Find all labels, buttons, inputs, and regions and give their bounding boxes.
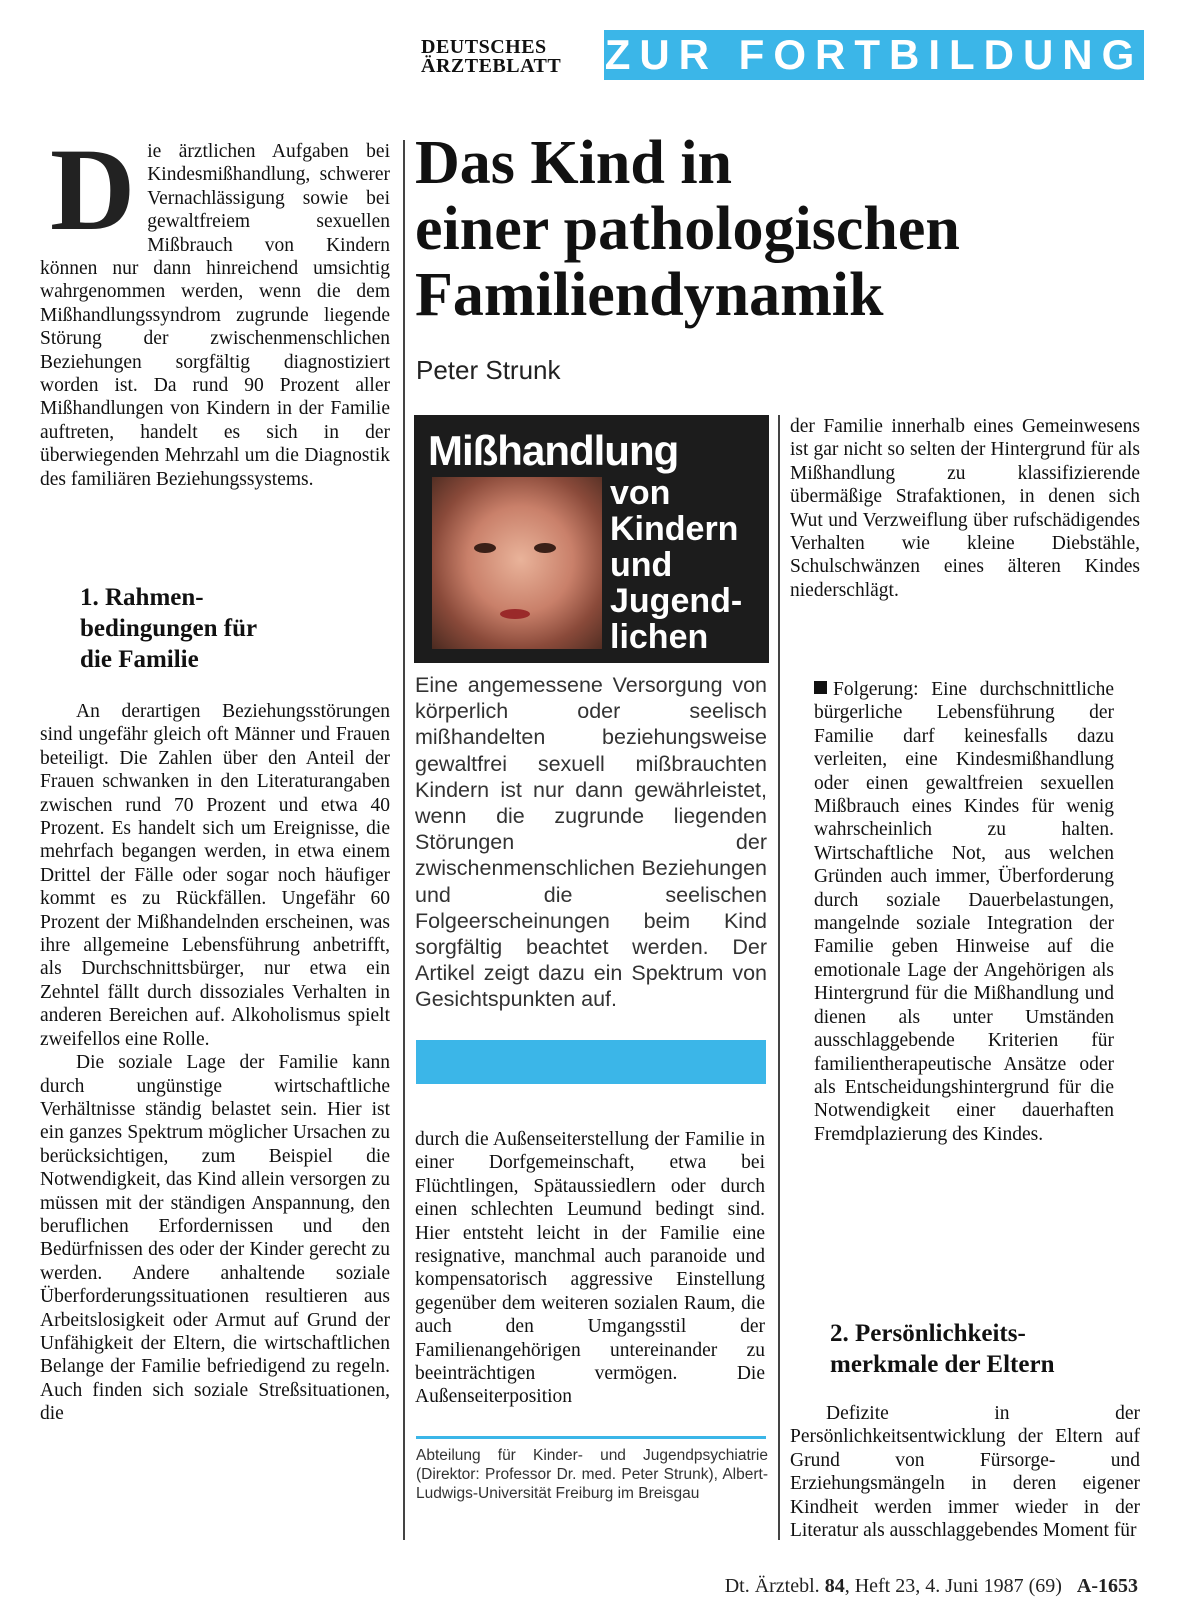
intro-paragraph: ie ärztlichen Aufgaben bei Kindesmißhandlung, schwerer Vernachlässigung sowie bei gewaltfreiem sexuellen Mißbrauch von Kindern können nur dann hinreichend umsichtig wahrgenommen werden, wenn die dem Mißhandlungssyndrom zugrunde liegende Störung der zwischenmenschlichen Beziehungen sorgfältig diagnostiziert worden ist. Da rund 90 Prozent aller Mißhandlungen von Kindern in der Familie auftreten, handelt es sich in der überwiegenden Mehrzahl um die Diagnostik des familiären Beziehungssystems. xyxy=(40,141,390,490)
column-2-paragraph: durch die Außenseiterstellung der Familie in einer Dorfgemeinschaft, etwa bei Flüchtlingen, Spätaussiedlern oder durch einen schlechten Leumund bedingt sind. Hier entsteht leicht in der Familie eine resignative, manchmal auch paranoide und kompensatorisch aggressive Einstellung gegenüber dem weiteren sozialen Raum, die auch den Umgangsstil der Familienangehörigen untereinander zu beeinträchtigen vermögen. Die Außenseiterposition xyxy=(415,1129,765,1408)
conclusion-text: Folgerung: Eine durchschnittliche bürgerliche Lebensführung der Familie darf keinesfalls dazu verleiten, eine Kindesmißhandlung oder einen gewaltfreien sexuellen Mißbrauch eines Kindes für wenig wahrscheinlich zu halten. Wirtschaftliche Not, aus welchen Gründen auch immer, Überforderung durch soziale Dauerbelastungen, mangelnde soziale Integration der Familie geben Hinweise auf die emotionale Lage der Angehörigen als Hintergrund für die Mißhandlung und dienen als unter Umständen ausschlaggebende Kriterien für familientherapeutische Ansätze oder als Entscheidungshintergrund für die Notwendigkeit einer dauerhaften Fremdplazierung des Kindes. xyxy=(814,679,1114,1145)
title-line: Das Kind in xyxy=(415,129,733,197)
section-1-paragraph: An derartigen Beziehungsstörungen sind ungefähr gleich oft Männer und Frauen beteiligt. Die Zahlen über den Anteil der Frauen schwanken in den Literaturangaben zwischen rund 70 Prozent und etwa 40 Prozent. Es handelt sich um Ereignisse, die mehrfach begangen werden, in etwa einem Drittel der Fälle oder sogar noch häufiger kommt es zu Rückfällen. Ungefähr 60 Prozent der Mißhandelnden erscheinen, was ihre allgemeine Lebensführung anbetrifft, als Durchschnittsbürger, nur etwa ein Zehntel fällt durch dissoziales Verhalten in anderen Bereichen auf. Alkoholismus spielt zweifellos eine Rolle. xyxy=(40,701,390,1050)
photo-mouth xyxy=(500,609,530,619)
column-rule-right xyxy=(778,415,780,1540)
photo-eye xyxy=(534,543,556,553)
footer-issue: , Heft 23, 4. Juni 1987 (69) xyxy=(844,1575,1062,1597)
author-affiliation: Abteilung für Kinder- und Jugendpsychiatrie (Direktor: Professor Dr. med. Peter Strunk), Albert-Ludwigs-Universität Freiburg im Breisgau xyxy=(416,1447,768,1502)
footer-page-number: A-1653 xyxy=(1076,1575,1138,1597)
article-author: Peter Strunk xyxy=(416,355,561,385)
teaser-subtitle-line: und xyxy=(610,546,673,584)
column-rule-left xyxy=(403,140,405,1540)
teaser-subtitle-line: lichen xyxy=(610,618,709,656)
section-2-heading-line: merkmale der Eltern xyxy=(830,1351,1055,1378)
intro-column xyxy=(40,124,390,491)
masthead-line-1: DEUTSCHES xyxy=(421,36,547,58)
square-bullet-icon xyxy=(814,681,827,694)
section-2-paragraph: Defizite in der Persönlichkeitsentwicklung der Eltern auf Grund von Fürsorge- und Erziehungsmängeln in deren eigener Kindheit werden immer wieder in der Literatur als ausschlaggebendes Moment für xyxy=(790,1403,1140,1542)
teaser-subtitle-line: Jugend- xyxy=(610,582,743,620)
section-1-heading-line: 1. Rahmen- xyxy=(80,584,204,611)
title-line: Familiendynamik xyxy=(415,261,884,329)
teaser-box xyxy=(414,415,769,663)
teaser-subtitle-line: Kindern xyxy=(610,510,739,548)
teaser-subtitle xyxy=(610,475,742,655)
child-photo xyxy=(432,477,602,649)
section-2-heading xyxy=(830,1318,1150,1380)
masthead-line-2: ÄRZTEBLATT xyxy=(421,55,562,77)
conclusion-box xyxy=(814,678,1114,1146)
section-1-heading xyxy=(80,582,380,675)
footer-volume: 84 xyxy=(824,1575,845,1597)
section-2-body xyxy=(790,1402,1140,1542)
decorative-blue-bar xyxy=(416,1040,766,1084)
article-title xyxy=(415,130,1155,328)
section-banner: ZUR FORTBILDUNG xyxy=(604,31,1144,78)
section-2-heading-line: 2. Persönlichkeits- xyxy=(830,1320,1026,1347)
conclusion-paragraph xyxy=(814,678,1114,1146)
dropcap: D xyxy=(50,124,136,255)
column-3-paragraph: der Familie innerhalb eines Gemeinwesens ist gar nicht so selten der Hintergrund für als Mißhandlung zu klassifizierende übermäßige Strafaktionen, in denen sich Wut und Verzweiflung über rufschädigendes Verhalten wie kleine Diebstähle, Schulschwänzen eines älteren Kindes niederschlägt. xyxy=(790,416,1140,601)
photo-eye xyxy=(474,543,496,553)
article-lead: Eine angemessene Versorgung von körperlich oder seelisch mißhandelten beziehungsweise gewaltfrei sexuell mißbrauchten Kindern ist nur dann gewährleistet, wenn die zugrunde liegenden Störungen der zwischenmenschlichen Beziehungen und die seelischen Folgeerscheinungen beim Kind sorgfältig beachtet werden. Der Artikel zeigt dazu ein Spektrum von Gesichtspunkten auf. xyxy=(415,673,767,1012)
section-1-body xyxy=(40,700,390,1426)
section-1-paragraph: Die soziale Lage der Familie kann durch ungünstige wirtschaftliche Verhältnisse ständig belastet sein. Hier ist ein ganzes Spektrum möglicher Ursachen zu berücksichtigen, zum Beispiel die Notwendigkeit, das Kind allein versorgen zu müssen mit der ständigen Anspannung, den beruflichen Erfordernissen und den Bedürfnissen des oder der Kinder gerecht zu werden. Andere anhaltende soziale Überforderungssituationen resultieren aus Arbeitslosigkeit oder Armut auf Grund der Unfähigkeit der Eltern, die wirtschaftlichen Belange der Familie befriedigend zu regeln. Auch finden sich soziale Streßsituationen, die xyxy=(40,1052,390,1425)
masthead-logo xyxy=(421,38,593,84)
teaser-subtitle-line: von xyxy=(610,474,671,512)
section-1-heading-line: die Familie xyxy=(80,646,199,673)
teaser-title: Mißhandlung xyxy=(428,427,679,474)
column-2-body xyxy=(415,1128,765,1409)
footnote-rule xyxy=(416,1436,766,1439)
page-footer xyxy=(725,1575,1138,1598)
footer-journal: Dt. Ärztebl. xyxy=(724,1575,820,1597)
title-line: einer pathologischen xyxy=(415,195,960,263)
column-3-top xyxy=(790,415,1140,602)
section-1-heading-line: bedingungen für xyxy=(80,615,258,642)
